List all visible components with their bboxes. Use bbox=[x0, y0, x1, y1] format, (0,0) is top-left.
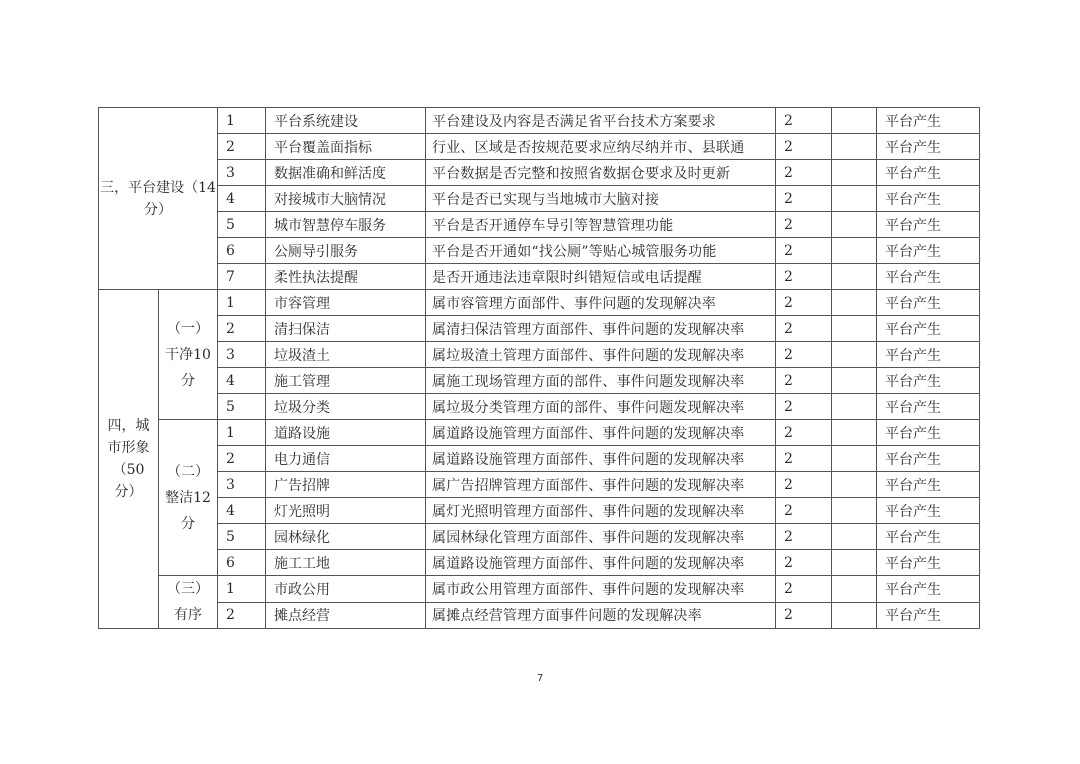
data-source: 平台产生 bbox=[877, 212, 980, 238]
data-source: 平台产生 bbox=[877, 602, 980, 629]
table-row bbox=[99, 394, 980, 420]
item-name: 城市智慧停车服务 bbox=[266, 212, 426, 238]
item-name: 垃圾渣土 bbox=[266, 342, 426, 368]
score-blank bbox=[832, 212, 877, 238]
table-row bbox=[99, 446, 980, 472]
row-number: 4 bbox=[218, 368, 266, 394]
row-number: 2 bbox=[218, 316, 266, 342]
item-name: 电力通信 bbox=[266, 446, 426, 472]
score-blank bbox=[832, 264, 877, 290]
data-source: 平台产生 bbox=[877, 264, 980, 290]
item-name: 数据准确和鲜活度 bbox=[266, 160, 426, 186]
item-name: 道路设施 bbox=[266, 420, 426, 446]
page-number: 7 bbox=[536, 673, 544, 684]
score-blank bbox=[832, 446, 877, 472]
data-source: 平台产生 bbox=[877, 238, 980, 264]
table-row bbox=[99, 576, 980, 603]
item-name: 清扫保洁 bbox=[266, 316, 426, 342]
item-score: 2 bbox=[776, 160, 832, 186]
row-number: 3 bbox=[218, 342, 266, 368]
item-score: 2 bbox=[776, 134, 832, 160]
table-row bbox=[99, 212, 980, 238]
item-name: 广告招牌 bbox=[266, 472, 426, 498]
row-number: 2 bbox=[218, 602, 266, 629]
item-score: 2 bbox=[776, 238, 832, 264]
item-score: 2 bbox=[776, 394, 832, 420]
table-row bbox=[99, 108, 980, 134]
row-number: 5 bbox=[218, 212, 266, 238]
table-row bbox=[99, 368, 980, 394]
item-description: 平台是否开通停车导引等智慧管理功能 bbox=[426, 212, 776, 238]
data-source: 平台产生 bbox=[877, 290, 980, 316]
item-name: 对接城市大脑情况 bbox=[266, 186, 426, 212]
group-label: （二）整洁12分 bbox=[159, 420, 218, 576]
score-blank bbox=[832, 186, 877, 212]
score-blank bbox=[832, 602, 877, 629]
row-number: 2 bbox=[218, 446, 266, 472]
item-description: 平台数据是否完整和按照省数据仓要求及时更新 bbox=[426, 160, 776, 186]
table-row bbox=[99, 472, 980, 498]
data-source: 平台产生 bbox=[877, 498, 980, 524]
score-blank bbox=[832, 498, 877, 524]
row-number: 1 bbox=[218, 290, 266, 316]
item-name: 平台系统建设 bbox=[266, 108, 426, 134]
item-name: 园林绿化 bbox=[266, 524, 426, 550]
score-blank bbox=[832, 342, 877, 368]
score-blank bbox=[832, 160, 877, 186]
item-description: 属清扫保洁管理方面部件、事件问题的发现解决率 bbox=[426, 316, 776, 342]
item-description: 属道路设施管理方面部件、事件问题的发现解决率 bbox=[426, 420, 776, 446]
score-blank bbox=[832, 290, 877, 316]
data-source: 平台产生 bbox=[877, 472, 980, 498]
table-row bbox=[99, 498, 980, 524]
data-source: 平台产生 bbox=[877, 524, 980, 550]
item-name: 市政公用 bbox=[266, 576, 426, 603]
table-row bbox=[99, 160, 980, 186]
item-score: 2 bbox=[776, 576, 832, 603]
item-description: 平台建设及内容是否满足省平台技术方案要求 bbox=[426, 108, 776, 134]
item-score: 2 bbox=[776, 524, 832, 550]
item-score: 2 bbox=[776, 264, 832, 290]
row-number: 2 bbox=[218, 134, 266, 160]
score-blank bbox=[832, 316, 877, 342]
data-source: 平台产生 bbox=[877, 186, 980, 212]
data-source: 平台产生 bbox=[877, 420, 980, 446]
item-description: 属道路设施管理方面部件、事件问题的发现解决率 bbox=[426, 446, 776, 472]
score-blank bbox=[832, 394, 877, 420]
section-label: 三，平台建设（14分） bbox=[99, 108, 218, 290]
score-blank bbox=[832, 238, 877, 264]
row-number: 6 bbox=[218, 238, 266, 264]
score-blank bbox=[832, 108, 877, 134]
item-description: 属摊点经营管理方面事件问题的发现解决率 bbox=[426, 602, 776, 629]
table-row bbox=[99, 290, 980, 316]
item-description: 平台是否开通如“找公厕”等贴心城管服务功能 bbox=[426, 238, 776, 264]
data-source: 平台产生 bbox=[877, 368, 980, 394]
row-number: 4 bbox=[218, 498, 266, 524]
row-number: 5 bbox=[218, 524, 266, 550]
data-source: 平台产生 bbox=[877, 316, 980, 342]
table-row bbox=[99, 264, 980, 290]
row-number: 1 bbox=[218, 108, 266, 134]
item-description: 属道路设施管理方面部件、事件问题的发现解决率 bbox=[426, 550, 776, 576]
table-row bbox=[99, 524, 980, 550]
item-score: 2 bbox=[776, 602, 832, 629]
data-source: 平台产生 bbox=[877, 342, 980, 368]
data-source: 平台产生 bbox=[877, 108, 980, 134]
item-description: 属园林绿化管理方面部件、事件问题的发现解决率 bbox=[426, 524, 776, 550]
table-row bbox=[99, 238, 980, 264]
item-score: 2 bbox=[776, 420, 832, 446]
item-description: 属垃圾渣土管理方面部件、事件问题的发现解决率 bbox=[426, 342, 776, 368]
item-name: 摊点经营 bbox=[266, 602, 426, 629]
item-score: 2 bbox=[776, 550, 832, 576]
item-score: 2 bbox=[776, 316, 832, 342]
score-blank bbox=[832, 420, 877, 446]
data-source: 平台产生 bbox=[877, 550, 980, 576]
item-name: 施工管理 bbox=[266, 368, 426, 394]
item-description: 属垃圾分类管理方面的部件、事件问题发现解决率 bbox=[426, 394, 776, 420]
item-score: 2 bbox=[776, 290, 832, 316]
item-score: 2 bbox=[776, 342, 832, 368]
item-name: 平台覆盖面指标 bbox=[266, 134, 426, 160]
item-name: 公厕导引服务 bbox=[266, 238, 426, 264]
item-description: 平台是否已实现与当地城市大脑对接 bbox=[426, 186, 776, 212]
row-number: 1 bbox=[218, 576, 266, 603]
item-name: 灯光照明 bbox=[266, 498, 426, 524]
item-description: 属灯光照明管理方面部件、事件问题的发现解决率 bbox=[426, 498, 776, 524]
row-number: 6 bbox=[218, 550, 266, 576]
table-row bbox=[99, 134, 980, 160]
table-row bbox=[99, 316, 980, 342]
data-source: 平台产生 bbox=[877, 576, 980, 603]
score-blank bbox=[832, 368, 877, 394]
row-number: 3 bbox=[218, 472, 266, 498]
table-row bbox=[99, 186, 980, 212]
table-row bbox=[99, 550, 980, 576]
data-source: 平台产生 bbox=[877, 134, 980, 160]
item-description: 属施工现场管理方面的部件、事件问题发现解决率 bbox=[426, 368, 776, 394]
section-label: 四，城市形象（50分） bbox=[99, 290, 159, 629]
group-label: （三）有序 bbox=[159, 576, 218, 629]
item-score: 2 bbox=[776, 446, 832, 472]
item-score: 2 bbox=[776, 186, 832, 212]
data-source: 平台产生 bbox=[877, 160, 980, 186]
item-description: 行业、区域是否按规范要求应纳尽纳并市、县联通 bbox=[426, 134, 776, 160]
score-blank bbox=[832, 576, 877, 603]
item-score: 2 bbox=[776, 368, 832, 394]
item-name: 垃圾分类 bbox=[266, 394, 426, 420]
item-description: 属市政公用管理方面部件、事件问题的发现解决率 bbox=[426, 576, 776, 603]
score-blank bbox=[832, 134, 877, 160]
row-number: 4 bbox=[218, 186, 266, 212]
table-row bbox=[99, 420, 980, 446]
item-score: 2 bbox=[776, 108, 832, 134]
item-description: 属广告招牌管理方面部件、事件问题的发现解决率 bbox=[426, 472, 776, 498]
row-number: 7 bbox=[218, 264, 266, 290]
item-score: 2 bbox=[776, 212, 832, 238]
item-name: 市容管理 bbox=[266, 290, 426, 316]
scoring-table bbox=[98, 107, 980, 629]
item-score: 2 bbox=[776, 472, 832, 498]
score-blank bbox=[832, 550, 877, 576]
table-row bbox=[99, 602, 980, 629]
score-blank bbox=[832, 524, 877, 550]
data-source: 平台产生 bbox=[877, 446, 980, 472]
item-score: 2 bbox=[776, 498, 832, 524]
item-description: 是否开通违法违章限时纠错短信或电话提醒 bbox=[426, 264, 776, 290]
data-source: 平台产生 bbox=[877, 394, 980, 420]
row-number: 1 bbox=[218, 420, 266, 446]
item-description: 属市容管理方面部件、事件问题的发现解决率 bbox=[426, 290, 776, 316]
score-blank bbox=[832, 472, 877, 498]
row-number: 5 bbox=[218, 394, 266, 420]
item-name: 柔性执法提醒 bbox=[266, 264, 426, 290]
table-row bbox=[99, 342, 980, 368]
row-number: 3 bbox=[218, 160, 266, 186]
group-label: （一）干净10分 bbox=[159, 290, 218, 420]
item-name: 施工工地 bbox=[266, 550, 426, 576]
